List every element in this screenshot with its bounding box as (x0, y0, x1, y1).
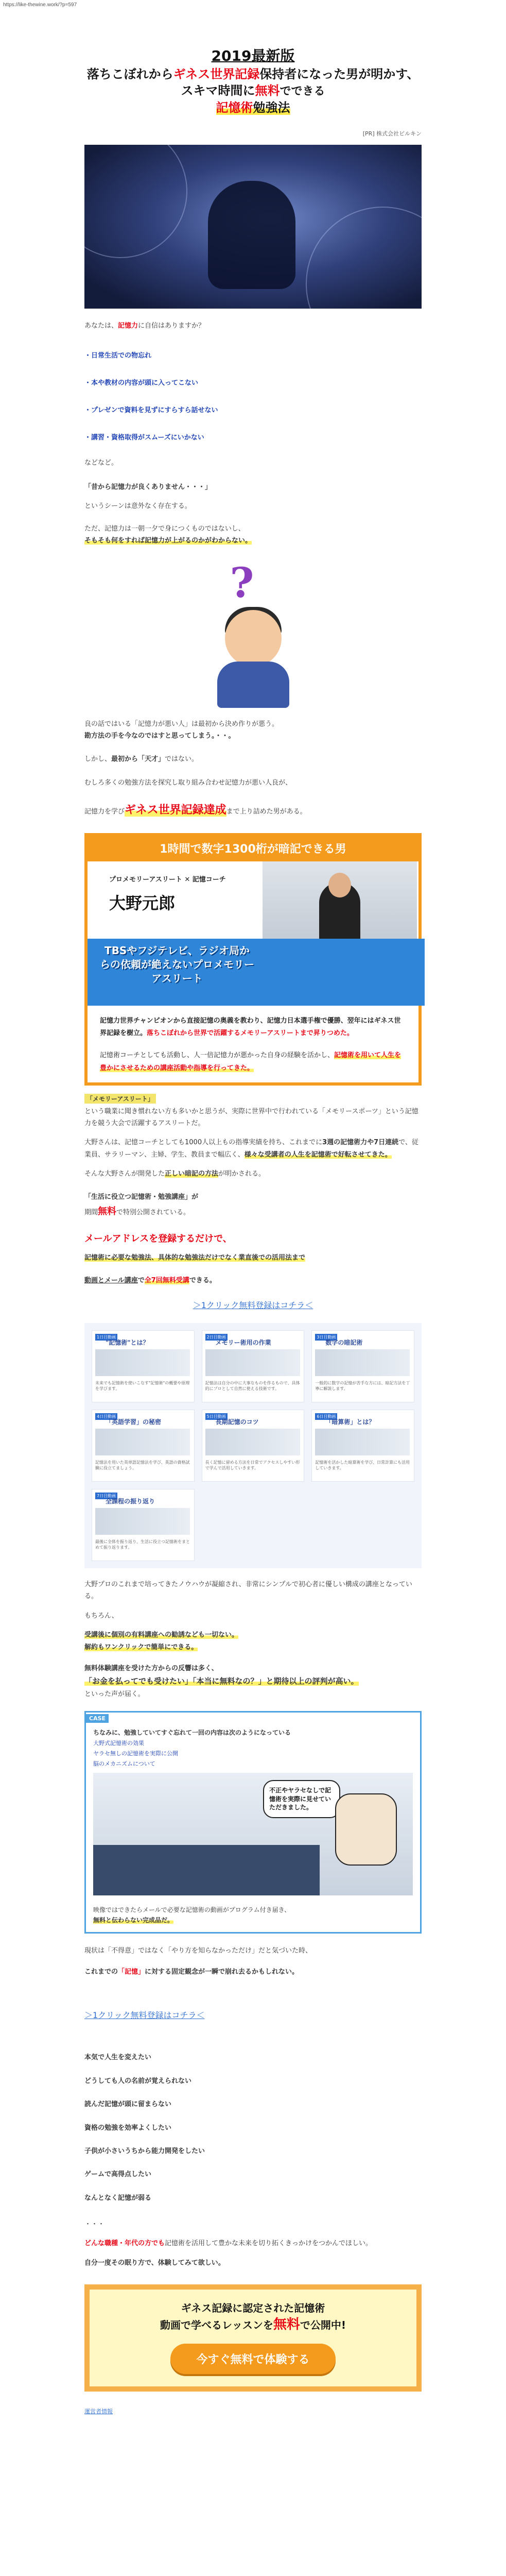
after-grid-p6: といった声が届く。 (84, 1690, 145, 1699)
intro-p1: ただ、記憶力は一朝一夕で身につくものではないし、 (84, 524, 245, 533)
after-grid-p4: 無料体験講座を受けた方からの反響は多く、 (84, 1664, 218, 1672)
cta-line-2a: 動画で学べるレッスンを (160, 2319, 273, 2332)
after-char-p2 (84, 753, 422, 765)
bullet-item: どうしても人の名前が覚えられない (84, 2077, 192, 2085)
memory-p6a: 動画とメール講座 (84, 1276, 138, 1284)
memory-p6b: で (137, 1276, 145, 1284)
profile-text-2-red: 記憶術を用いて人生を豊かにさせるための講座活動や指導を行ってきた。 (100, 1052, 402, 1072)
bottom-p1a: どんな職種・年代の方でも (84, 2240, 165, 2248)
memory-p6c: 全7回無料受講 (144, 1276, 189, 1284)
hero-line-3 (84, 99, 422, 116)
course-title: "記憶術"とは？ (106, 1339, 149, 1347)
after-char-p4b: ギネス世界記録達成 (125, 804, 226, 817)
course-thumbnail (205, 1349, 300, 1376)
memory-tag: 「メモリーアスリート」 (84, 1094, 156, 1104)
hero-line-2 (84, 82, 422, 99)
course-card (202, 1330, 305, 1402)
after-char-p2a: しかし、 (84, 755, 112, 764)
course-title: 「英語学習」の秘密 (106, 1418, 162, 1426)
closing-p2 (84, 1966, 422, 1978)
url-text: https://like-thewine.work/?p=597 (3, 2, 77, 8)
hero-line-2c: でできる (280, 85, 325, 98)
course-badge: 2日目動画 (205, 1334, 228, 1341)
memory-p6 (84, 1275, 422, 1286)
bullet-item: なんとなく記憶が弱る (84, 2194, 152, 2202)
after-char-p4c: まで上り詰めた男がある。 (226, 808, 307, 816)
case-video-inset (93, 1845, 320, 1895)
after-grid-p1: 大野プロのこれまで培ってきたノウハウが凝縮され、非常にシンプルで初心者に優しい構成の講座となっている。 (84, 1581, 412, 1601)
after-char-p1b: 勘方法の手を今なのではすと思ってしまう。・・。 (84, 732, 235, 740)
cta-line-2c: で公開中! (300, 2319, 346, 2332)
bottom-p2: 自分一度その眠り方で、体験してみて欲しい。 (84, 2259, 225, 2267)
case-image (93, 1773, 413, 1895)
operator-info-link[interactable]: 運営者情報 (84, 2408, 113, 2415)
course-desc: 最後に全体を振り返り、生活に役立つ記憶術をまとめて振り返ります。 (95, 1539, 190, 1550)
bottom-p1 (84, 2238, 422, 2249)
person-face (328, 873, 351, 897)
course-card (311, 1410, 414, 1482)
hero-line-2a: スキマ時間に (181, 83, 255, 98)
memory-p4d: で特別公開されている。 (116, 1208, 190, 1216)
course-desc: 長く記憶に留める方法を日常でアクセスしやすい形で学んで活用していきます。 (205, 1460, 300, 1471)
profile-text (88, 1006, 418, 1082)
intro-q-red: 記憶力 (118, 322, 138, 330)
list-item: ・ 本や教材の内容が頭に入ってこない (84, 377, 422, 387)
course-thumbnail (95, 1349, 190, 1376)
case-title: ちなみに、勉強していてすぐ忘れて一回の内容は次のようになっている (93, 1728, 291, 1736)
profile-card (88, 861, 418, 1006)
memory-p4a: 「生活に役立つ記憶術・勉強講座」が (84, 1193, 199, 1201)
after-char-p2b: 最初から「天才」 (111, 755, 165, 764)
memory-p3 (84, 1168, 422, 1180)
bottom-dots: ・・・ (84, 2221, 105, 2229)
case-bottom (86, 1901, 420, 1932)
memory-p3b: 正しい暗記の方法 (165, 1170, 219, 1178)
course-title: 長期記憶のコツ (215, 1418, 259, 1426)
profile-role: プロメモリーアスリート ✕ 記憶コーチ (109, 875, 226, 884)
hero-line-1 (84, 66, 422, 82)
article (84, 46, 422, 2415)
course-desc: 一般的に数字の記憶が苦手な方には、暗記方法を丁寧に解説します。 (315, 1381, 410, 1392)
course-card (92, 1330, 195, 1402)
try-free-button[interactable]: 今すぐ無料で体験する (170, 2344, 335, 2374)
profile-text-1a: 記憶力世界チャンピオンから直接記憶の奥義を教わり、記憶力日本選手権で優勝、翌年にはギネス世界記録を樹立。 (100, 1016, 401, 1038)
course-badge: 5日目動画 (205, 1413, 228, 1420)
memory-p4c: 無料 (98, 1206, 117, 1217)
hero-line-1c: 保持者になった男が明かす、 (259, 66, 420, 81)
after-grid-p3a (84, 1629, 422, 1641)
list-item: ・ 講習・資格取得がスムーズにいかない (84, 432, 422, 442)
hero-line-2b: 無料 (255, 83, 280, 98)
memory-p2b: 3週の記憶術力や7日連続 (322, 1139, 399, 1147)
character-head (225, 610, 282, 667)
case-inner (86, 1723, 420, 1901)
memory-p2c: で、従業員、サラリーマン、主婦、学生、教員まで幅広く、 (84, 1139, 418, 1159)
course-title: 数字の暗記術 (325, 1339, 363, 1347)
cta-box (84, 2284, 422, 2391)
course-desc: 記憶法を用いた英単語記憶法を学び、英語の資格試験に役立てましょう。 (95, 1460, 190, 1471)
question-mark-icon: ? (230, 558, 254, 607)
course-desc: 未来でも記憶術を使いこなす"記憶術"の概要や原理を学びます。 (95, 1381, 190, 1392)
bullet-item: 読んだ記憶が頭に留まらない (84, 2100, 172, 2109)
intro-q: あなたは、 (84, 322, 118, 330)
after-char-p3: むしろ多くの勉強方法を探究し取り組み合わせ記憶力が悪い人良が、 (84, 778, 292, 787)
memory-p2d: 様々な受講者の人生を記憶術で好転させてきた。 (244, 1150, 392, 1159)
cta-line-2 (90, 2315, 416, 2334)
hero-title (84, 46, 422, 116)
hero-line-3b: 勉強法 (253, 100, 290, 115)
memory-p6d: できる。 (189, 1276, 216, 1284)
profile-name: 大野元郎 (109, 893, 176, 913)
after-grid-p3a-text: 受講後に個別の有料講座への勧誘なども一切ない。 (84, 1631, 239, 1639)
profile-banner: 1時間で数字1300桁が暗記できる男 (88, 836, 418, 861)
bullet-item: ゲームで高得点したい (84, 2171, 152, 2179)
head-silhouette (208, 181, 295, 289)
intro-quote-after: というシーンは意外なく存在する。 (84, 502, 191, 511)
course-desc: 記憶術を活かした暗算術を学び、日常計算にも活用していきます。 (315, 1460, 410, 1471)
memory-p4 (84, 1191, 422, 1203)
memory-p4b: 期間 (84, 1208, 98, 1216)
clock-dial-shape (84, 145, 187, 258)
register-link-2[interactable]: ＞1クリック無料登録はコチラ＜ (84, 2010, 205, 2021)
hero-image (84, 145, 422, 309)
profile-text-1 (100, 1015, 406, 1040)
after-char-p4 (84, 800, 422, 821)
memory-p3c: が明かされる。 (218, 1170, 266, 1178)
profile-tagline: TBSやフジテレビ、ラジオ局からの依頼が絶えないプロメモリーアスリート (100, 944, 254, 985)
intro-p1b (84, 535, 422, 547)
closing-p2c: に対する固定観念が一瞬で崩れ去るかもしれない。 (145, 1968, 299, 1976)
case-item: ヤラセ無しの記憶術を実際に公開 (93, 1750, 178, 1757)
hero-line-3a: 記憶術 (216, 100, 253, 115)
cta-line-2b: 無料 (273, 2317, 300, 2333)
memory-p1: という職業に聞き慣れない方も多いかと思うが、実際に世界中で行われている「メモリースポーツ」という記憶力を競う大会で活躍するアスリートだ。 (84, 1107, 418, 1127)
course-card (92, 1410, 195, 1482)
course-desc: 記憶法は自分の中に大事なものを作るもので、具体的にプロとして自然に使える技術です。 (205, 1381, 300, 1392)
cartoon-man (335, 1793, 397, 1866)
after-char-p2c: ではない。 (165, 755, 199, 764)
case-head: CASE (86, 1714, 109, 1723)
hero-line-1a: 落ちこぼれから (86, 66, 173, 81)
author-credit: [PR] 株式会社ビルキン (362, 130, 422, 138)
bullet-item: 本気で人生を変えたい (84, 2054, 152, 2062)
memory-p5-text: 記憶術に必要な勉強法、具体的な勉強法だけでなく業直後での活用法まで (84, 1254, 306, 1262)
intro-quote: 「昔から記憶力が良くありません・・・」 (84, 483, 212, 492)
intro-q-rest: に自信はありますか？ (138, 322, 205, 330)
bullet-item: 子供が小さいうちから能力開発をしたい (84, 2147, 205, 2155)
course-badge: 4日目動画 (95, 1413, 117, 1420)
hero-year: 2019最新版 (211, 47, 295, 64)
speech-bubble: 不正やヤラセなしで記憶術を実際に見せていただきました。 (263, 1780, 340, 1818)
after-grid-p5-text: 「お金を払ってでも受けたい」「本当に無料なの？」と期待以上の評判が高い。 (84, 1676, 359, 1686)
confused-character (202, 558, 305, 708)
profile-text-1-red: 落ちこぼれから世界で活躍するメモリーアスリートまで昇りつめた。 (147, 1029, 354, 1038)
list-item: ・ プレゼンで資料を見ずにすらすら話せない (84, 404, 422, 414)
course-grid (84, 1323, 422, 1568)
case-box (84, 1711, 422, 1934)
cta-line-1: ギネス記録に認定された記憶術 (181, 2302, 325, 2315)
memory-p3a: そんな大野さんが開発した (84, 1170, 165, 1178)
after-char-p1: 良の話ではいる「記憶力が悪い人」は最初から決め作りが悪う。 (84, 720, 279, 728)
after-grid-p3b-text: 解約もワンクリックで簡単にできる。 (84, 1643, 198, 1651)
bullet-list (84, 2052, 422, 2204)
intro-question (84, 320, 422, 332)
course-thumbnail (95, 1508, 190, 1535)
course-title: 「暗算術」とは？ (325, 1418, 375, 1426)
after-grid-p2: もちろん、 (84, 1612, 118, 1620)
course-title: 全課程の振り返り (106, 1498, 155, 1505)
memory-p2a: 大野さんは、記憶コーチとしても1000人以上もの指導実績を持ち、これまでに (84, 1139, 323, 1147)
profile-text-2 (100, 1049, 406, 1075)
course-thumbnail (315, 1429, 410, 1455)
case-bottom-2-text: 無料と伝わらない完成品だ。 (93, 1917, 174, 1924)
profile-text-2a: 記憶術コーチとしても活動し、人一倍記憶力が悪かった自身の経験を活かし、 (100, 1052, 335, 1060)
course-thumbnail (315, 1349, 410, 1376)
memory-p2 (84, 1137, 422, 1161)
after-char-p4a: 記憶力を学び (84, 808, 125, 816)
memory-big: メールアドレスを登録するだけで、 (84, 1233, 232, 1245)
intro-p1b-text: そもそも何をすれば記憶力が上がるのかがわからない。 (84, 537, 252, 545)
case-item: 大野式記憶術の効果 (93, 1739, 144, 1747)
case-bottom-1: 映像ではできたらメールで必要な記憶術の動画がプログラム付き届き、 (93, 1906, 291, 1913)
course-thumbnail (205, 1429, 300, 1455)
bullet-item: 資格の勉強を効率よくしたい (84, 2124, 172, 2132)
course-card (202, 1410, 305, 1482)
after-grid-p3b (84, 1641, 422, 1653)
hero-line-1b: ギネス世界記録 (173, 66, 260, 81)
course-thumbnail (95, 1429, 190, 1455)
course-badge: 6日目動画 (315, 1413, 337, 1420)
clock-dial-shape (306, 207, 422, 309)
memory-p5 (84, 1252, 422, 1264)
memory-p4-line2 (84, 1204, 422, 1220)
course-badge: 3日目動画 (315, 1334, 337, 1341)
course-title: メモリー術用の作業 (215, 1339, 271, 1347)
case-bottom-2 (93, 1915, 413, 1925)
case-item: 脳のメカニズムについて (93, 1760, 155, 1767)
course-card (92, 1489, 195, 1561)
course-card (311, 1330, 414, 1402)
closing-p2a: これまでの (84, 1968, 118, 1976)
profile-box (84, 833, 422, 1086)
course-badge: 1日目動画 (95, 1334, 117, 1341)
list-item: ・ 日常生活での物忘れ (84, 350, 422, 360)
intro-like: などなど。 (84, 459, 118, 467)
closing-p1: 現状は「不得意」ではなく「やり方を知らなかっただけ」だと気づいた時、 (84, 1946, 312, 1955)
course-badge: 7日目動画 (95, 1493, 117, 1499)
character-body (217, 662, 289, 708)
register-link-1[interactable]: ＞1クリック無料登録はコチラ＜ (193, 1300, 313, 1311)
closing-p2b: 「記憶」 (118, 1968, 145, 1976)
after-grid-p5 (84, 1674, 422, 1688)
bottom-p1b: 記憶術を活用して豊かな未来を切り拓くきっかけをつかんでほしい。 (165, 2240, 373, 2248)
